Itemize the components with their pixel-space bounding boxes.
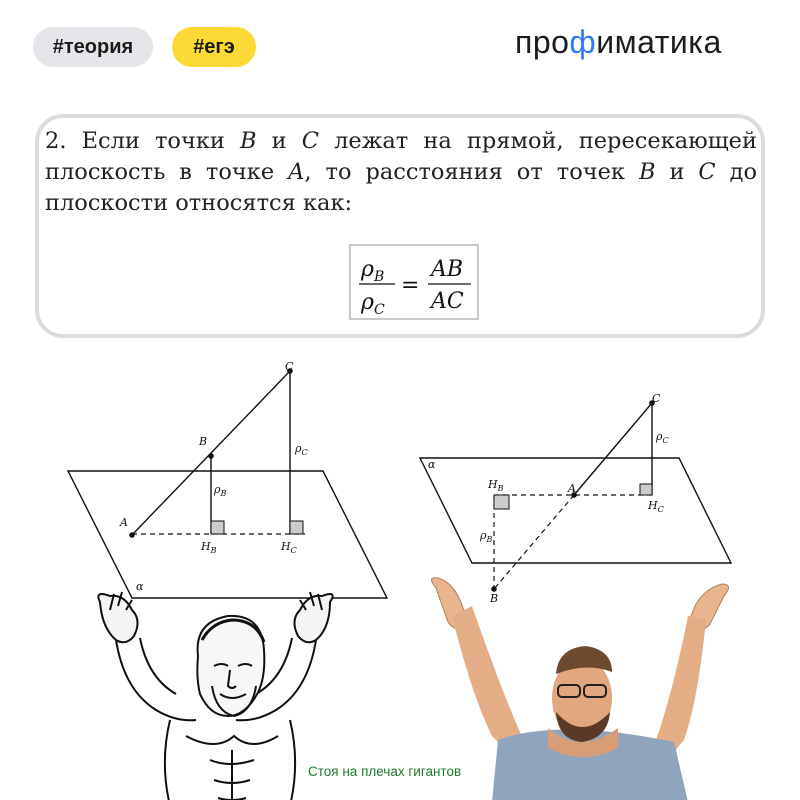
stmt-text-2: лежат на прямой, пересекающей плоскость в точке — [45, 128, 757, 185]
figures-svg — [0, 340, 800, 800]
logo-part2: иматика — [596, 24, 722, 60]
ac-denominator: AC — [431, 289, 464, 314]
right-label-C: C — [652, 392, 661, 405]
tag-theory[interactable]: #теория — [33, 27, 153, 67]
rho-b: $\rho_B$ — [361, 257, 385, 285]
right-line-AC — [574, 403, 652, 495]
right-figure — [420, 392, 731, 605]
right-point-B — [491, 586, 497, 592]
right-label-HB: $H_B$ — [488, 478, 504, 493]
right-right-angle-B — [494, 495, 509, 509]
point-A: A — [288, 159, 305, 185]
right-label-alpha: α — [428, 458, 436, 471]
equals-sign: = — [401, 273, 420, 298]
man-photo-illustration — [431, 578, 728, 800]
right-right-angle-C — [640, 484, 652, 495]
left-label-B: B — [199, 435, 208, 448]
stmt-and-1: и — [256, 128, 302, 154]
right-label-rhoB: $\rho_B$ — [480, 529, 493, 544]
left-label-C: C — [285, 360, 294, 373]
point-C: C — [301, 128, 319, 154]
right-label-A: A — [568, 482, 576, 495]
tag-ege[interactable]: #егэ — [172, 27, 256, 67]
rho-c: $\rho_C$ — [361, 290, 385, 318]
right-label-rhoC: $\rho_C$ — [656, 430, 669, 445]
stmt-and-2: и — [655, 159, 699, 185]
right-label-HC: $H_C$ — [648, 499, 664, 514]
logo-accent: ф — [569, 24, 597, 60]
point-C-2: C — [698, 159, 716, 185]
theorem-statement — [45, 126, 757, 219]
right-label-B: B — [490, 592, 499, 605]
point-B: B — [240, 128, 257, 154]
left-label-alpha: α — [136, 580, 144, 593]
stmt-text-1: Если точки — [66, 128, 241, 154]
right-plane — [420, 458, 731, 563]
left-right-angle-C — [290, 521, 303, 534]
left-point-A — [129, 532, 135, 538]
ab-numerator: AB — [431, 257, 464, 282]
stmt-text-4: до плоскости относятся как: — [45, 159, 757, 216]
left-plane — [68, 471, 387, 598]
stmt-text-3: , то расстояния от точек — [304, 159, 639, 185]
formula-box — [349, 244, 479, 320]
left-figure — [68, 360, 387, 598]
caption: Стоя на плечах гигантов — [308, 764, 462, 779]
left-right-angle-B — [211, 521, 224, 534]
left-label-HB: $H_B$ — [201, 540, 217, 555]
left-point-B — [208, 453, 214, 459]
left-label-HC: $H_C$ — [281, 540, 297, 555]
left-label-rhoB: $\rho_B$ — [214, 483, 227, 498]
formula-svg — [351, 246, 481, 322]
point-B-2: B — [638, 159, 656, 185]
item-number: 2. — [45, 128, 67, 154]
left-label-A: A — [120, 516, 128, 529]
left-label-rhoC: $\rho_C$ — [295, 442, 308, 457]
logo — [515, 24, 722, 61]
logo-part1: про — [515, 24, 570, 60]
atlas-illustration — [98, 592, 332, 800]
